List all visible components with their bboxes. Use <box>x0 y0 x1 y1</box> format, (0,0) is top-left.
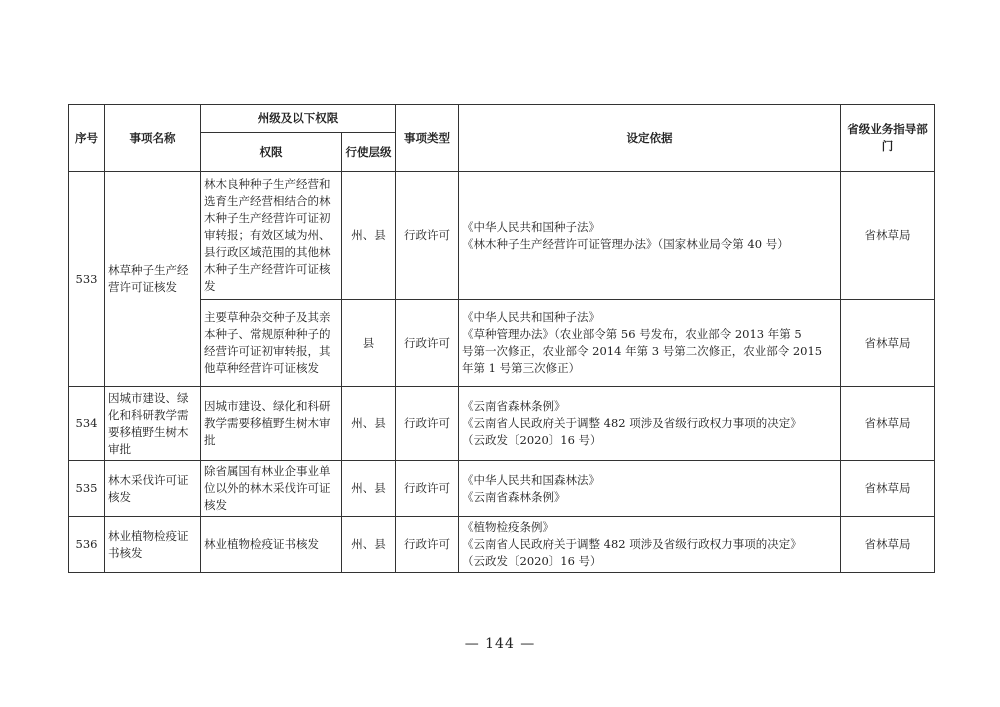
row-dept: 省林草局 <box>841 461 935 517</box>
row-type: 行政许可 <box>396 461 459 517</box>
basis-line: 《云南省森林条例》 <box>462 399 566 413</box>
row-type: 行政许可 <box>396 172 459 300</box>
row-level: 州、县 <box>342 387 396 461</box>
row-authority: 主要草种杂交种子及其亲本种子、常规原种种子的经营许可证初审转报，其他草种经营许可证核发 <box>201 300 342 387</box>
basis-line: 号第一次修正，农业部令 2014 年第 3 号第二次修正，农业部令 2015 <box>462 344 823 358</box>
row-basis <box>459 387 841 461</box>
header-dept: 省级业务指导部门 <box>841 105 935 172</box>
header-level: 行使层级 <box>342 133 396 172</box>
header-seq: 序号 <box>69 105 105 172</box>
page-number: — 144 — <box>464 636 536 652</box>
row-basis <box>459 461 841 517</box>
basis-line: （云政发〔2020〕16 号） <box>462 554 602 568</box>
table-row <box>69 461 935 517</box>
row-level: 州、县 <box>342 461 396 517</box>
basis-line: 年第 1 号第三次修正） <box>462 361 581 375</box>
row-item-name: 林业植物检疫证书核发 <box>105 517 201 573</box>
row-basis <box>459 517 841 573</box>
row-dept: 省林草局 <box>841 172 935 300</box>
row-dept: 省林草局 <box>841 387 935 461</box>
basis-line: （云政发〔2020〕16 号） <box>462 433 602 447</box>
row-type: 行政许可 <box>396 517 459 573</box>
basis-line: 《云南省人民政府关于调整 482 项涉及省级行政权力事项的决定》 <box>462 537 802 551</box>
row-level: 县 <box>342 300 396 387</box>
row-dept: 省林草局 <box>841 517 935 573</box>
row-seq: 534 <box>69 387 105 461</box>
row-item-name: 因城市建设、绿化和科研教学需要移植野生树木审批 <box>105 387 201 461</box>
basis-line: 《草种管理办法》（农业部令第 56 号发布，农业部令 2013 年第 5 <box>462 327 802 341</box>
basis-line: 《中华人民共和国种子法》 <box>462 219 600 234</box>
row-seq: 533 <box>69 172 105 387</box>
row-level: 州、县 <box>342 172 396 300</box>
row-basis <box>459 300 841 387</box>
row-type: 行政许可 <box>396 387 459 461</box>
table-row <box>69 517 935 573</box>
row-authority: 林木良种种子生产经营和选育生产经营相结合的林木种子生产经营许可证初审转报；有效区域为州、县行政区域范围的其他林木种子生产经营许可证核发 <box>201 172 342 300</box>
header-authority-group: 州级及以下权限 <box>201 105 396 133</box>
basis-line: 《植物检疫条例》 <box>462 520 554 534</box>
row-item-name: 林木采伐许可证核发 <box>105 461 201 517</box>
row-level: 州、县 <box>342 517 396 573</box>
header-item-type: 事项类型 <box>396 105 459 172</box>
row-authority: 林业植物检疫证书核发 <box>201 517 342 573</box>
header-item-name: 事项名称 <box>105 105 201 172</box>
row-item-name: 林草种子生产经营许可证核发 <box>105 172 201 387</box>
basis-line: 《云南省森林条例》 <box>462 489 566 504</box>
permissions-table <box>68 104 935 573</box>
row-authority: 除省属国有林业企事业单位以外的林木采伐许可证核发 <box>201 461 342 517</box>
row-seq: 535 <box>69 461 105 517</box>
row-type: 行政许可 <box>396 300 459 387</box>
basis-line: 《中华人民共和国种子法》 <box>462 310 600 324</box>
table-row <box>69 387 935 461</box>
basis-line: 《中华人民共和国森林法》 <box>462 472 600 487</box>
header-authority: 权限 <box>201 133 342 172</box>
table-row <box>69 172 935 300</box>
basis-line: 《云南省人民政府关于调整 482 项涉及省级行政权力事项的决定》 <box>462 416 802 430</box>
row-seq: 536 <box>69 517 105 573</box>
row-basis <box>459 172 841 300</box>
header-basis: 设定依据 <box>459 105 841 172</box>
row-authority: 因城市建设、绿化和科研教学需要移植野生树木审批 <box>201 387 342 461</box>
basis-line: 《林木种子生产经营许可证管理办法》（国家林业局令第 40 号） <box>462 236 789 251</box>
row-dept: 省林草局 <box>841 300 935 387</box>
